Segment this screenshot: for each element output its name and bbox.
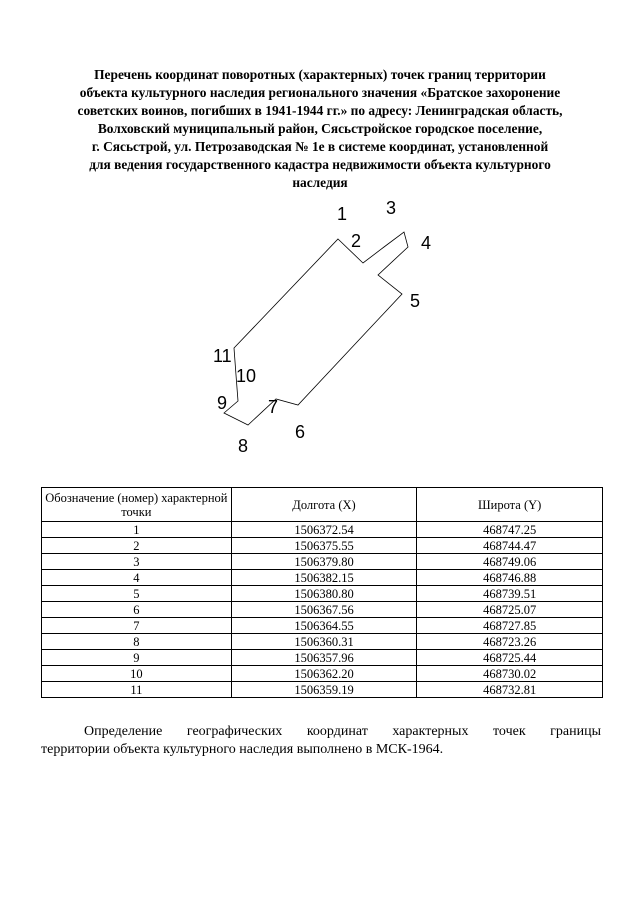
title-line: г. Сясьстрой, ул. Петрозаводская № 1е в системе координат, установленной xyxy=(91,139,549,154)
cell-point-number: 2 xyxy=(42,538,232,554)
cell-point-number: 4 xyxy=(42,570,232,586)
cell-point-number: 8 xyxy=(42,634,232,650)
point-label-4: 4 xyxy=(421,233,432,253)
cell-latitude: 468732.81 xyxy=(417,682,603,698)
title-line: наследия xyxy=(292,175,348,190)
title-line: Волховский муниципальный район, Сясьстройское городское поселение, xyxy=(97,121,543,136)
cell-longitude: 1506364.55 xyxy=(231,618,417,634)
table-row xyxy=(42,586,603,602)
cell-longitude: 1506367.56 xyxy=(231,602,417,618)
title-line: объекта культурного наследия регионального значения «Братское захоронение xyxy=(79,85,561,100)
point-label-5: 5 xyxy=(410,291,421,311)
cell-latitude: 468747.25 xyxy=(417,522,603,538)
header-latitude: Широта (Y) xyxy=(417,488,603,522)
note-line: Определение географических координат характерных точек границы xyxy=(84,724,601,739)
point-label-11: 11 xyxy=(213,346,232,366)
table-row xyxy=(42,618,603,634)
point-label-10: 10 xyxy=(236,366,257,386)
cell-longitude: 1506375.55 xyxy=(231,538,417,554)
cell-point-number: 7 xyxy=(42,618,232,634)
cell-latitude: 468749.06 xyxy=(417,554,603,570)
table-row xyxy=(42,602,603,618)
point-label-6: 6 xyxy=(295,422,306,442)
cell-point-number: 5 xyxy=(42,586,232,602)
cell-point-number: 11 xyxy=(42,682,232,698)
cell-point-number: 1 xyxy=(42,522,232,538)
cell-latitude: 468744.47 xyxy=(417,538,603,554)
point-label-8: 8 xyxy=(238,436,249,456)
cell-latitude: 468739.51 xyxy=(417,586,603,602)
header-longitude: Долгота (X) xyxy=(231,488,417,522)
coordinates-table xyxy=(41,487,603,698)
table-header-row xyxy=(42,488,603,522)
cell-latitude: 468725.07 xyxy=(417,602,603,618)
table-row xyxy=(42,538,603,554)
point-label-7: 7 xyxy=(268,397,279,417)
title-line: советских воинов, погибших в 1941-1944 гг.» по адресу: Ленинградская область, xyxy=(77,103,563,118)
point-label-2: 2 xyxy=(351,231,362,251)
cell-point-number: 6 xyxy=(42,602,232,618)
cell-latitude: 468723.26 xyxy=(417,634,603,650)
table-row xyxy=(42,554,603,570)
table-row xyxy=(42,650,603,666)
cell-longitude: 1506362.20 xyxy=(231,666,417,682)
method-note xyxy=(41,723,601,759)
table-row xyxy=(42,682,603,698)
cell-longitude: 1506372.54 xyxy=(231,522,417,538)
cell-point-number: 10 xyxy=(42,666,232,682)
table-row xyxy=(42,522,603,538)
point-label-1: 1 xyxy=(337,204,348,224)
cell-point-number: 9 xyxy=(42,650,232,666)
cell-latitude: 468727.85 xyxy=(417,618,603,634)
boundary-plan xyxy=(0,190,640,465)
cell-longitude: 1506360.31 xyxy=(231,634,417,650)
boundary-outline xyxy=(224,232,408,425)
cell-longitude: 1506379.80 xyxy=(231,554,417,570)
header-point-number: Обозначение (номер) характерной точки xyxy=(42,488,232,522)
cell-longitude: 1506382.15 xyxy=(231,570,417,586)
cell-latitude: 468730.02 xyxy=(417,666,603,682)
note-line: территории объекта культурного наследия выполнено в МСК-1964. xyxy=(41,742,444,757)
cell-latitude: 468725.44 xyxy=(417,650,603,666)
point-label-3: 3 xyxy=(386,198,397,218)
title-line: Перечень координат поворотных (характерных) точек границ территории xyxy=(94,67,546,82)
point-label-9: 9 xyxy=(217,393,228,413)
cell-longitude: 1506380.80 xyxy=(231,586,417,602)
cell-longitude: 1506357.96 xyxy=(231,650,417,666)
cell-latitude: 468746.88 xyxy=(417,570,603,586)
document-title xyxy=(40,66,600,192)
table-row xyxy=(42,634,603,650)
cell-point-number: 3 xyxy=(42,554,232,570)
table-row xyxy=(42,570,603,586)
cell-longitude: 1506359.19 xyxy=(231,682,417,698)
table-row xyxy=(42,666,603,682)
title-line: для ведения государственного кадастра недвижимости объекта культурного xyxy=(89,157,551,172)
